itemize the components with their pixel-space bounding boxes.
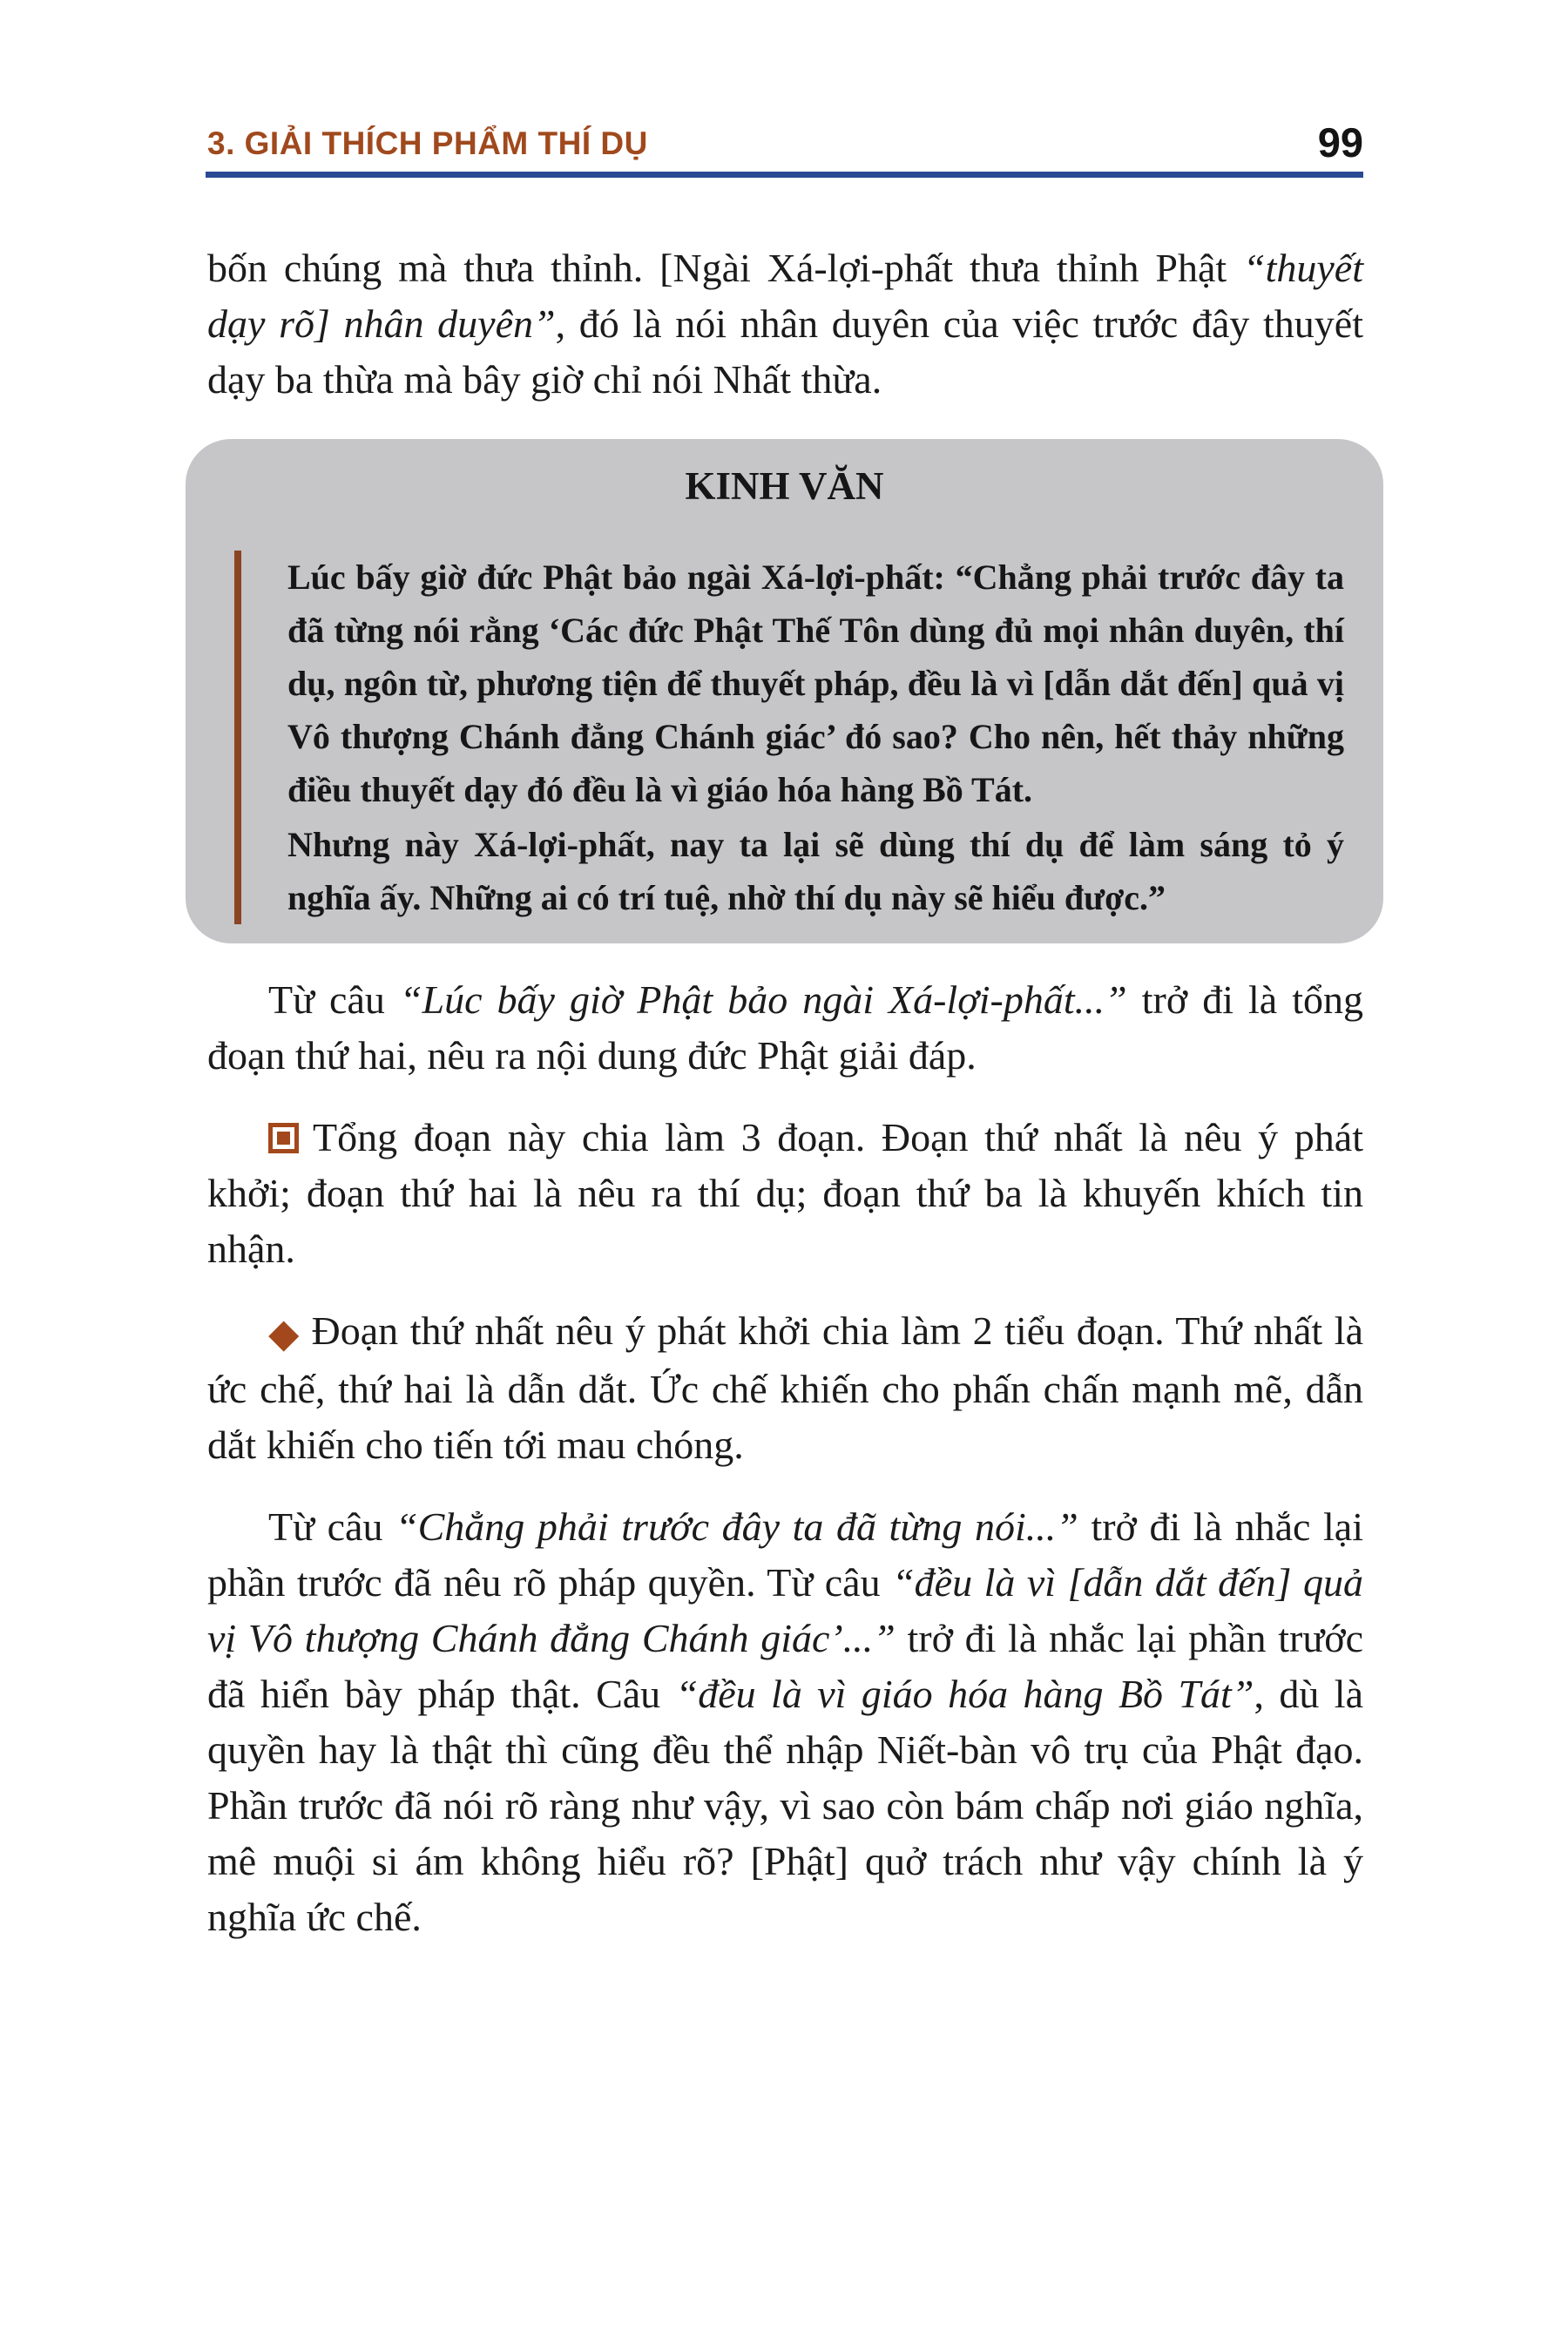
text-run: , dù là quyền hay là thật thì cũng đều thể nhập Niết-bàn vô trụ của Phật đạo. Phần trước đã nói rõ ràng như vậy, vì sao còn bám chấp nơi giáo nghĩa, mê muội si ám không hiểu rõ? [Phật] quở trách như vậy chính là ý nghĩa ức chế. — [207, 1672, 1363, 1939]
chapter-title: 3. GIẢI THÍCH PHẨM THÍ DỤ — [207, 125, 648, 161]
text-run: Tổng đoạn này chia làm 3 đoạn. Đoạn thứ nhất là nêu ý phát khởi; đoạn thứ hai là nêu ra thí dụ; đoạn thứ ba là khuyến khích tin nhận. — [207, 1115, 1363, 1271]
text-run: trở đi là tổng đoạn thứ hai, nêu ra nội dung đức Phật giải đáp. — [207, 977, 1363, 1078]
quoted-italic-text: “thuyết dạy rõ] nhân duyên” — [207, 246, 1363, 346]
paragraph — [207, 972, 1363, 1084]
square-bullet-fill — [277, 1132, 290, 1145]
paragraph — [207, 1499, 1363, 1945]
text-run: trở đi là nhắc lại phần trước đã hiển bày pháp thật. Câu — [207, 1616, 1363, 1716]
quoted-italic-text: “đều là vì [dẫn dắt đến] quả vị Vô thượng Chánh đẳng Chánh giác’...” — [207, 1560, 1363, 1660]
text-run: Từ câu — [268, 1504, 396, 1549]
scripture-paragraph: Lúc bấy giờ đức Phật bảo ngài Xá-lợi-phất: “Chẳng phải trước đây ta đã từng nói rằng ‘Các đức Phật Thế Tôn dùng đủ mọi nhân duyên, thí dụ, ngôn từ, phương tiện để thuyết pháp, đều là vì [dẫn dắt đến] quả vị Vô thượng Chánh đẳng Chánh giác’ đó sao? Cho nên, hết thảy những điều thuyết dạy đó đều là vì giáo hóa hàng Bồ Tát. — [287, 558, 1344, 809]
quote-accent-bar — [234, 551, 241, 924]
header-rule-divider — [206, 172, 1363, 178]
text-run: , đó là nói nhân duyên của việc trước đây thuyết dạy ba thừa mà bây giờ chỉ nói Nhất thừa. — [207, 301, 1363, 402]
kinh-van-title: KINH VĂN — [685, 464, 884, 508]
paragraph — [207, 1303, 1363, 1473]
paragraph — [207, 1110, 1363, 1277]
page-body — [207, 240, 1363, 1971]
scripture-quote — [234, 551, 1344, 924]
kinh-van-box — [186, 439, 1383, 943]
body-text-after-box — [207, 972, 1363, 1945]
text-run: Đoạn thứ nhất nêu ý phát khởi chia làm 2 tiểu đoạn. Thứ nhất là ức chế, thứ hai là dẫn dắt. Ức chế khiến cho phấn chấn mạnh mẽ, dẫn dắt khiến cho tiến tới mau chóng. — [207, 1308, 1363, 1467]
quoted-italic-text: “Lúc bấy giờ Phật bảo ngài Xá-lợi-phất...” — [399, 977, 1142, 1022]
quoted-italic-text: “đều là vì giáo hóa hàng Bồ Tát” — [675, 1672, 1254, 1716]
square-bullet-icon — [268, 1123, 299, 1153]
body-text-before-box — [207, 240, 1363, 408]
quote-text-block — [241, 551, 1344, 924]
page-number: 99 — [1317, 119, 1363, 166]
quoted-italic-text: “Chẳng phải trước đây ta đã từng nói...” — [395, 1504, 1092, 1549]
scripture-paragraph: Nhưng này Xá-lợi-phất, nay ta lại sẽ dùng thí dụ để làm sáng tỏ ý nghĩa ấy. Những ai có trí tuệ, nhờ thí dụ này sẽ hiểu được.” — [287, 825, 1344, 917]
text-run: Từ câu — [268, 977, 400, 1022]
text-run: trở đi là nhắc lại phần trước đã nêu rõ pháp quyền. Từ câu — [207, 1504, 1363, 1605]
text-run: bốn chúng mà thưa thỉnh. [Ngài Xá-lợi-phất thưa thỉnh Phật — [207, 246, 1244, 290]
paragraph — [207, 240, 1363, 408]
running-header — [207, 119, 1363, 166]
diamond-bullet-icon: ◆ — [268, 1311, 301, 1355]
